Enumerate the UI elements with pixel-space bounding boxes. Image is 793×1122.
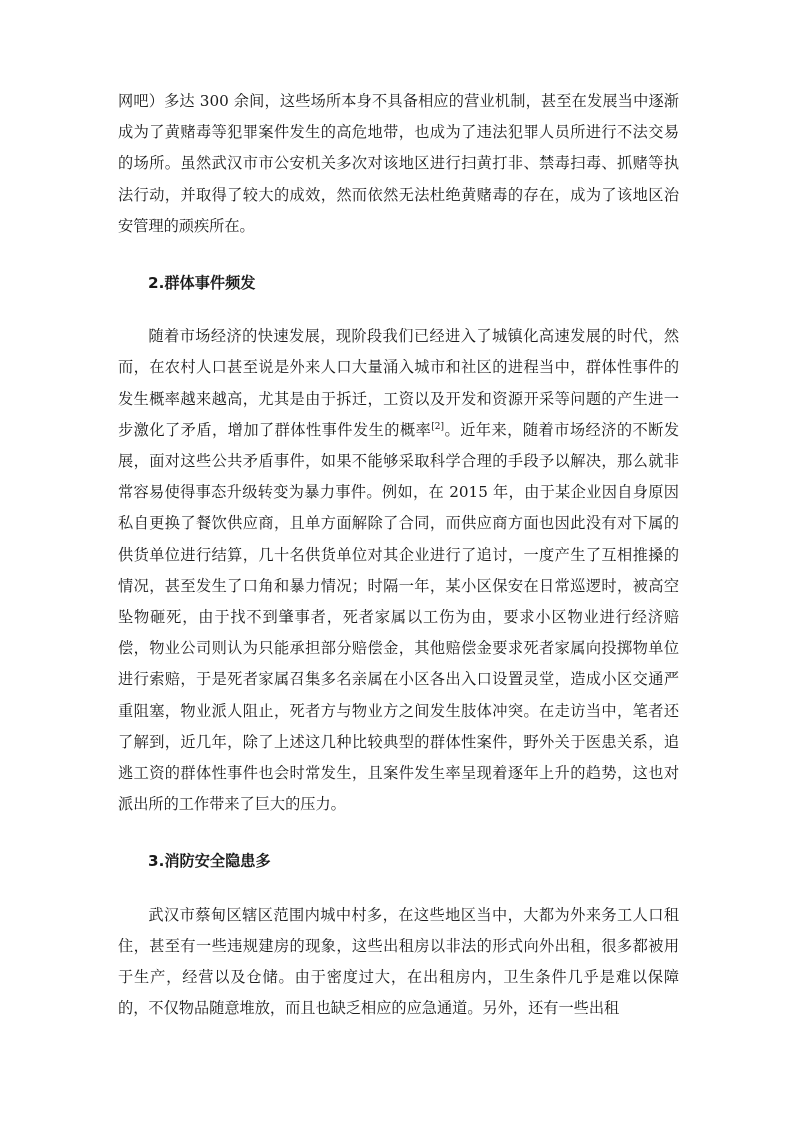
paragraph-text-part-2: 。近年来，随着市场经济的不断发展，面对这些公共矛盾事件，如果不能够采取科学合理的手段予以解决，那么就非常容易使得事态升级转变为暴力事件。例如，在 2015 年，由于某企业因自身原因私自更换了餐饮供应商，且单方面解除了合同，而供应商方面也因此没有对下属的供货单位进行结算，几十名供货单位对其企业进行了追讨，一度产生了互相推搡的情况，甚至发生了口角和暴力情况；时隔一年，某小区保安在日常巡逻时，被高空坠物砸死，由于找不到肇事者，死者家属以工伤为由，要求小区物业进行经济赔偿，物业公司则认为只能承担部分赔偿金，其他赔偿金要求死者家属向投掷物单位进行索赔，于是死者家属召集多名亲属在小区各出入口设置灵堂，造成小区交通严重阻塞，物业派人阻止，死者方与物业方之间发生肢体冲突。在走访当中，笔者还了解到，近几年，除了上述这几种比较典型的群体性案件，野外关于医患关系，追逃工资的群体性事件也会时常发生，且案件发生率呈现着逐年上升的趋势，这也对派出所的工作带来了巨大的压力。 xyxy=(118,420,680,814)
paragraph-public-order-vices: 网吧）多达 300 余间，这些场所本身不具备相应的营业机制，甚至在发展当中逐渐成为了黄赌毒等犯罪案件发生的高危地带，也成为了违法犯罪人员所进行不法交易的场所。虽然武汉市市公安机关多次对该地区进行扫黄打非、禁毒扫毒、抓赌等执法行动，并取得了较大的成效，然而依然无法杜绝黄赌毒的存在，成为了该地区治安管理的顽疾所在。 xyxy=(118,92,679,235)
spacer xyxy=(118,299,679,321)
paragraph-text-part-1: 随着市场经济的快速发展，现阶段我们已经进入了城镇化高速发展的时代，然而，在农村人口甚至说是外来人口大量涌入城市和社区的进程当中，群体性事件的发生概率越来越高，尤其是由于拆迁，工资以及开发和资源开采等问题的产生进一步激化了矛盾，增加了群体性事件发生的概率 xyxy=(118,327,679,439)
section-heading-group-incidents: 2.群体事件频发 xyxy=(148,274,256,293)
spacer xyxy=(118,820,679,846)
paragraph-group-incidents xyxy=(118,321,679,820)
citation-reference: [2] xyxy=(431,421,445,432)
section-heading-fire-safety: 3.消防安全隐患多 xyxy=(148,852,271,871)
paragraph-fire-safety: 武汉市蔡甸区辖区范围内城中村多，在这些地区当中，大都为外来务工人口租住，甚至有一些违规建房的现象，这些出租房以非法的形式向外出租，很多都被用于生产，经营以及仓储。由于密度过大，在出租房内，卫生条件几乎是难以保障的，不仅物品随意堆放，而且也缺乏相应的应急通道。另外，还有一些出租 xyxy=(118,905,679,1018)
spacer xyxy=(118,242,679,268)
document-page xyxy=(118,86,679,1024)
spacer xyxy=(118,878,679,900)
